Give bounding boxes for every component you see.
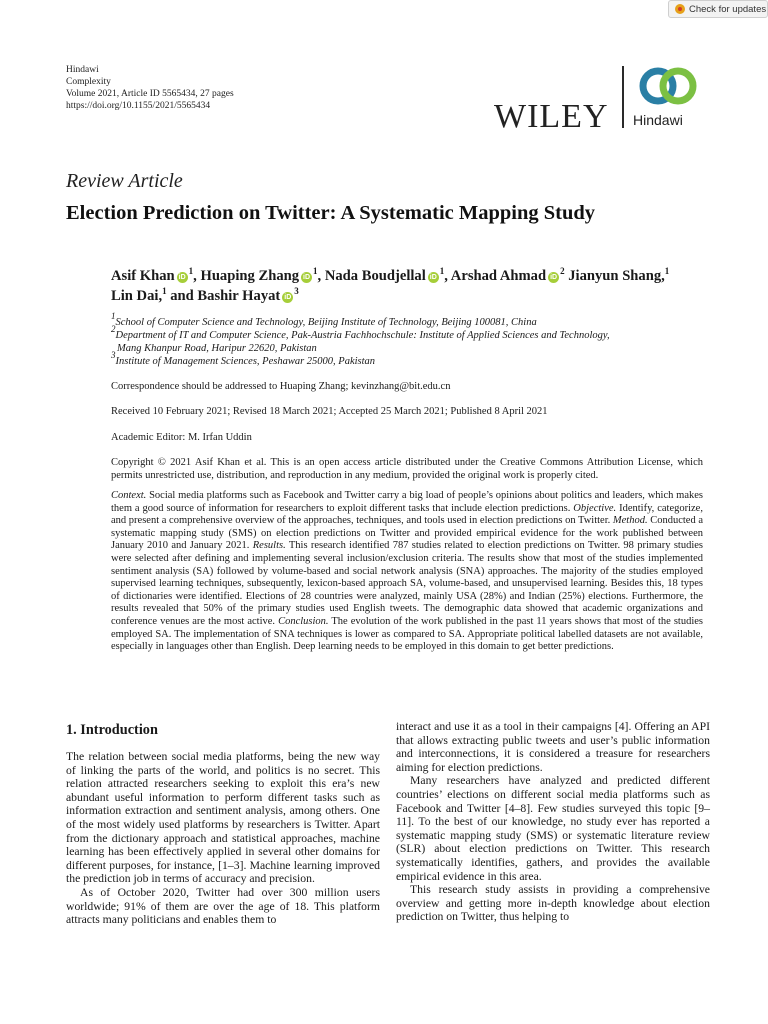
abstract-label: Method.: [612, 515, 648, 527]
affiliation-text: School of Computer Science and Technology, Beijing Institute of Technology, Beijing 100081, China: [115, 317, 537, 328]
abstract-text: The evolution of the work published in the past 11 years shows that most of the studies employed SA. The implementation of SNA techniques is lower as compared to SA. Appropriate political labelled datasets are not available, especially in languages other than English. Deep learning needs to be employed in this domain to get better predictions.: [111, 615, 703, 653]
abstract-text: Social media platforms such as Facebook and Twitter carry a big load of people’s opinions about politics and leaders, which makes them a good source of information for researchers to exploit different tasks that include election predictions.: [111, 490, 703, 514]
author-name: Huaping Zhang: [200, 268, 300, 284]
academic-editor: Academic Editor: M. Irfan Uddin: [111, 432, 252, 443]
abstract-label: Objective.: [573, 502, 617, 514]
journal-name: Complexity: [66, 77, 111, 87]
affiliation-number: 2: [111, 324, 116, 335]
publisher: Hindawi: [66, 65, 99, 75]
body-paragraph: interact and use it as a tool in their campaigns [4]. Offering an API that allows extracting public tweets and user’s public information and interconnections, it is considered a treasure for researchers aiming for election predictions.: [396, 720, 710, 774]
hindawi-logo-text: Hindawi: [633, 112, 683, 128]
abstract-label: Context.: [111, 490, 147, 501]
author-affiliation-number: 3: [294, 286, 299, 296]
updates-icon: [675, 4, 685, 14]
abstract: [111, 490, 703, 654]
orcid-icon[interactable]: iD: [178, 274, 186, 281]
author-name: Bashir Hayat: [197, 288, 281, 304]
affiliations: [111, 311, 610, 369]
publication-dates: Received 10 February 2021; Revised 18 March 2021; Accepted 25 March 2021; Published 8 April 2021: [111, 406, 548, 417]
affiliation-line: [111, 350, 610, 368]
body-paragraph: The relation between social media platforms, being the new way of linking the parts of the world, and politics is no secret. This relation attracted researchers seeking to exploit this era’s new abundant useful information to perform different tasks such as information extraction and sentiment analysis, among others. One of the most widely used platforms by researchers is Twitter. Apart from the dictionary approach and statistical approaches, machine learning has been effectively applied in several other domains for different purposes, for instance, [1–3]. Machine learning improved the prediction job in terms of accuracy and precision.: [66, 750, 380, 886]
author-affiliation-number: 1: [188, 266, 194, 276]
author-name: Asif Khan: [111, 268, 175, 284]
body-paragraph: Many researchers have analyzed and predicted different countries’ elections on different social media platforms such as Facebook and Twitter [4–8]. Few studies surveyed this topic [9–11]. To the best of our knowledge, no study ever has reported a systematic mapping study (SMS) or systematic literature review (SLR) about election predictions on Twitter. This research systematically identifies, gathers, and provides the available empirical evidence in this area.: [396, 774, 710, 883]
article-title: Election Prediction on Twitter: A Systematic Mapping Study: [66, 202, 596, 224]
author-affiliation-number: 1: [313, 266, 318, 276]
author-list: Asif Khan $iD^1$, Huaping Zhang $iD^1$, Nada Boudjellal $iD^1$, Arshad Ahmad $iD^2$ Jianyun Shang,$^1$ Lin Dai,$^1$ and Bashir Hayat $iD^3$: [111, 266, 670, 304]
orcid-icon[interactable]: iD: [550, 274, 558, 281]
author-affiliation-number: 1: [439, 266, 445, 276]
author-affiliation-number: 2: [560, 266, 565, 276]
orcid-icon[interactable]: iD: [284, 294, 292, 301]
abstract-text: Conducted a systematic mapping study (SMS) on election predictions on Twitter and provided empirical evidence for the work published between January 2010 and January 2021.: [111, 515, 703, 552]
author-name: Jianyun Shang,: [568, 268, 665, 284]
author-name: Nada Boudjellal: [324, 268, 426, 284]
author-affiliation-number: 1: [664, 266, 670, 276]
author-affiliation-number: 1: [162, 286, 167, 296]
check-for-updates-button[interactable]: [668, 0, 768, 18]
affiliation-number: 1: [111, 311, 116, 321]
author-name: Lin Dai,: [111, 288, 163, 304]
affiliation-line: [111, 311, 610, 329]
affiliation-line: [111, 324, 610, 342]
affiliation-text: Department of IT and Computer Science, Pak-Austria Fachhochschule: Institute of Applied Sciences and Technology,: [115, 330, 610, 342]
affiliation-text: Institute of Management Sciences, Peshawar 25000, Pakistan: [115, 356, 376, 368]
intro-right-column: [396, 720, 710, 924]
article-type: Review Article: [66, 170, 183, 192]
intro-left-column: [66, 750, 380, 927]
copyright-notice: Copyright © 2021 Asif Khan et al. This is an open access article distributed under the Creative Commons Attribution License, which permits unrestricted use, distribution, and reproduction in any medium, provided the original work is properly cited.: [111, 457, 703, 481]
wiley-logo: WILEY: [494, 98, 609, 135]
author-name: Arshad Ahmad: [450, 268, 547, 284]
check-for-updates-label: Check for updates: [689, 3, 767, 15]
abstract-text: Identify, categorize, and present a comprehensive overview of the approaches, techniques, and tools used in election predictions on Twitter.: [111, 502, 703, 527]
affiliation-number: 3: [111, 350, 116, 361]
logo-divider: [622, 66, 624, 128]
affiliation-line: [111, 343, 610, 355]
orcid-icon[interactable]: iD: [429, 274, 437, 281]
abstract-label: Conclusion.: [278, 615, 329, 627]
body-paragraph: As of October 2020, Twitter had over 300 million users worldwide; 91% of them are over the age of 18. This platform attracts many politicians and enables them to: [66, 885, 380, 927]
section-heading-introduction: 1. Introduction: [66, 722, 158, 738]
journal-meta: [66, 64, 234, 112]
abstract-label: Results.: [252, 540, 286, 552]
volume-info: Volume 2021, Article ID 5565434, 27 pages: [66, 89, 234, 99]
correspondence: Correspondence should be addressed to Huaping Zhang; kevinzhang@bit.edu.cn: [111, 381, 451, 392]
orcid-icon[interactable]: iD: [303, 274, 311, 281]
affiliation-text: Mang Khanpur Road, Haripur 22620, Pakistan: [117, 342, 317, 354]
body-paragraph: This research study assists in providing a comprehensive overview and getting more in-depth knowledge about election prediction on Twitter, thus helping to: [396, 883, 710, 924]
doi-link[interactable]: https://doi.org/10.1155/2021/5565434: [66, 101, 211, 111]
hindawi-logo-icon: [636, 62, 700, 110]
abstract-text: This research identified 787 studies related to election predictions on Twitter. 98 primary studies were selected after defining and implementing several inclusion/exclusion criteria. The results show that most of the studies implemented sentiment analysis (SA) followed by volume-based and social network analysis (SNA) approaches. The majority of the studies employed supervised learning techniques, subsequently, lexicon-based approach SA, volume-based, and unsupervised learning. Besides this, 18 types of dictionaries were identified. Elections of 28 countries were analyzed, mainly USA (28%) and Indian (25%) elections. Furthermore, the results revealed that 50% of the primary studies used English tweets. The demographic data showed that academic organizations and conference venues are the most active.: [111, 540, 704, 627]
